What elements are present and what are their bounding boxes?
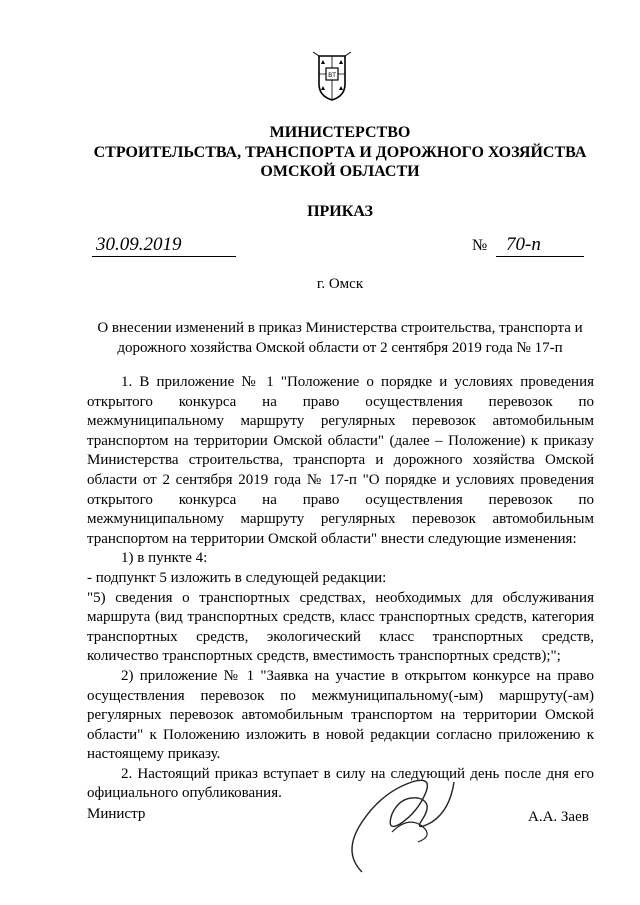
ministry-line-2: СТРОИТЕЛЬСТВА, ТРАНСПОРТА И ДОРОЖНОГО ХОЗЯЙСТВА	[93, 143, 587, 161]
order-number-label: №	[472, 237, 488, 254]
paragraph-3: - подпункт 5 изложить в следующей редакции:	[87, 569, 387, 586]
coat-of-arms-icon	[311, 50, 353, 102]
signatory-name: А.А. Заев	[528, 809, 589, 825]
svg-text:BT: BT	[328, 72, 336, 79]
signature-icon	[322, 762, 472, 882]
order-body	[87, 373, 594, 804]
paragraph-5: 2) приложение № 1 "Заявка на участие в открытом конкурсе на право осуществления перевозок по межмуниципальному(-ым) маршруту(-ам) регулярных перевозок автомобильным транспортом на территории Омской области" к Положению изложить в новой редакции согласно приложению к настоящему приказу.	[87, 667, 594, 763]
ministry-name	[0, 123, 640, 182]
order-subject: О внесении изменений в приказ Министерства строительства, транспорта и дорожного хозяйства Омской области от 2 сентября 2019 года № 17-п	[97, 320, 583, 356]
paragraph-1: 1. В приложение № 1 "Положение о порядке и условиях проведения открытого конкурса на право осуществления перевозок по межмуниципальному маршруту регулярных перевозок автомобильным транспортом на территории Омской области" (далее – Положение) к приказу Министерства строительства, транспорта и дорожного хозяйства Омской области от 2 сентября 2019 года № 17-п "О порядке и условиях проведения открытого конкурса на право осуществления перевозок по межмуниципальному маршруту регулярных перевозок автомобильным транспортом на территории Омской области" внести следующие изменения:	[87, 374, 594, 547]
order-date: 30.09.2019	[92, 234, 236, 257]
signatory-position: Министр	[87, 806, 146, 822]
paragraph-6: 2. Настоящий приказ вступает в силу на следующий день после дня его официального опубликования.	[87, 765, 594, 802]
city: г. Омск	[316, 276, 364, 292]
ministry-line-3: ОМСКОЙ ОБЛАСТИ	[260, 163, 420, 180]
paragraph-4: "5) сведения о транспортных средствах, необходимых для обслуживания маршрута (вид транспортных средств, класс транспортных средств, категория транспортных средств, экологический класс транспортных средств, количество транспортных средств, вместимость транспортных средств);";	[87, 589, 594, 665]
ministry-line-1: МИНИСТЕРСТВО	[269, 124, 411, 141]
paragraph-2: 1) в пункте 4:	[121, 550, 208, 567]
document-type: ПРИКАЗ	[307, 203, 373, 220]
order-number: 70-п	[496, 234, 584, 257]
